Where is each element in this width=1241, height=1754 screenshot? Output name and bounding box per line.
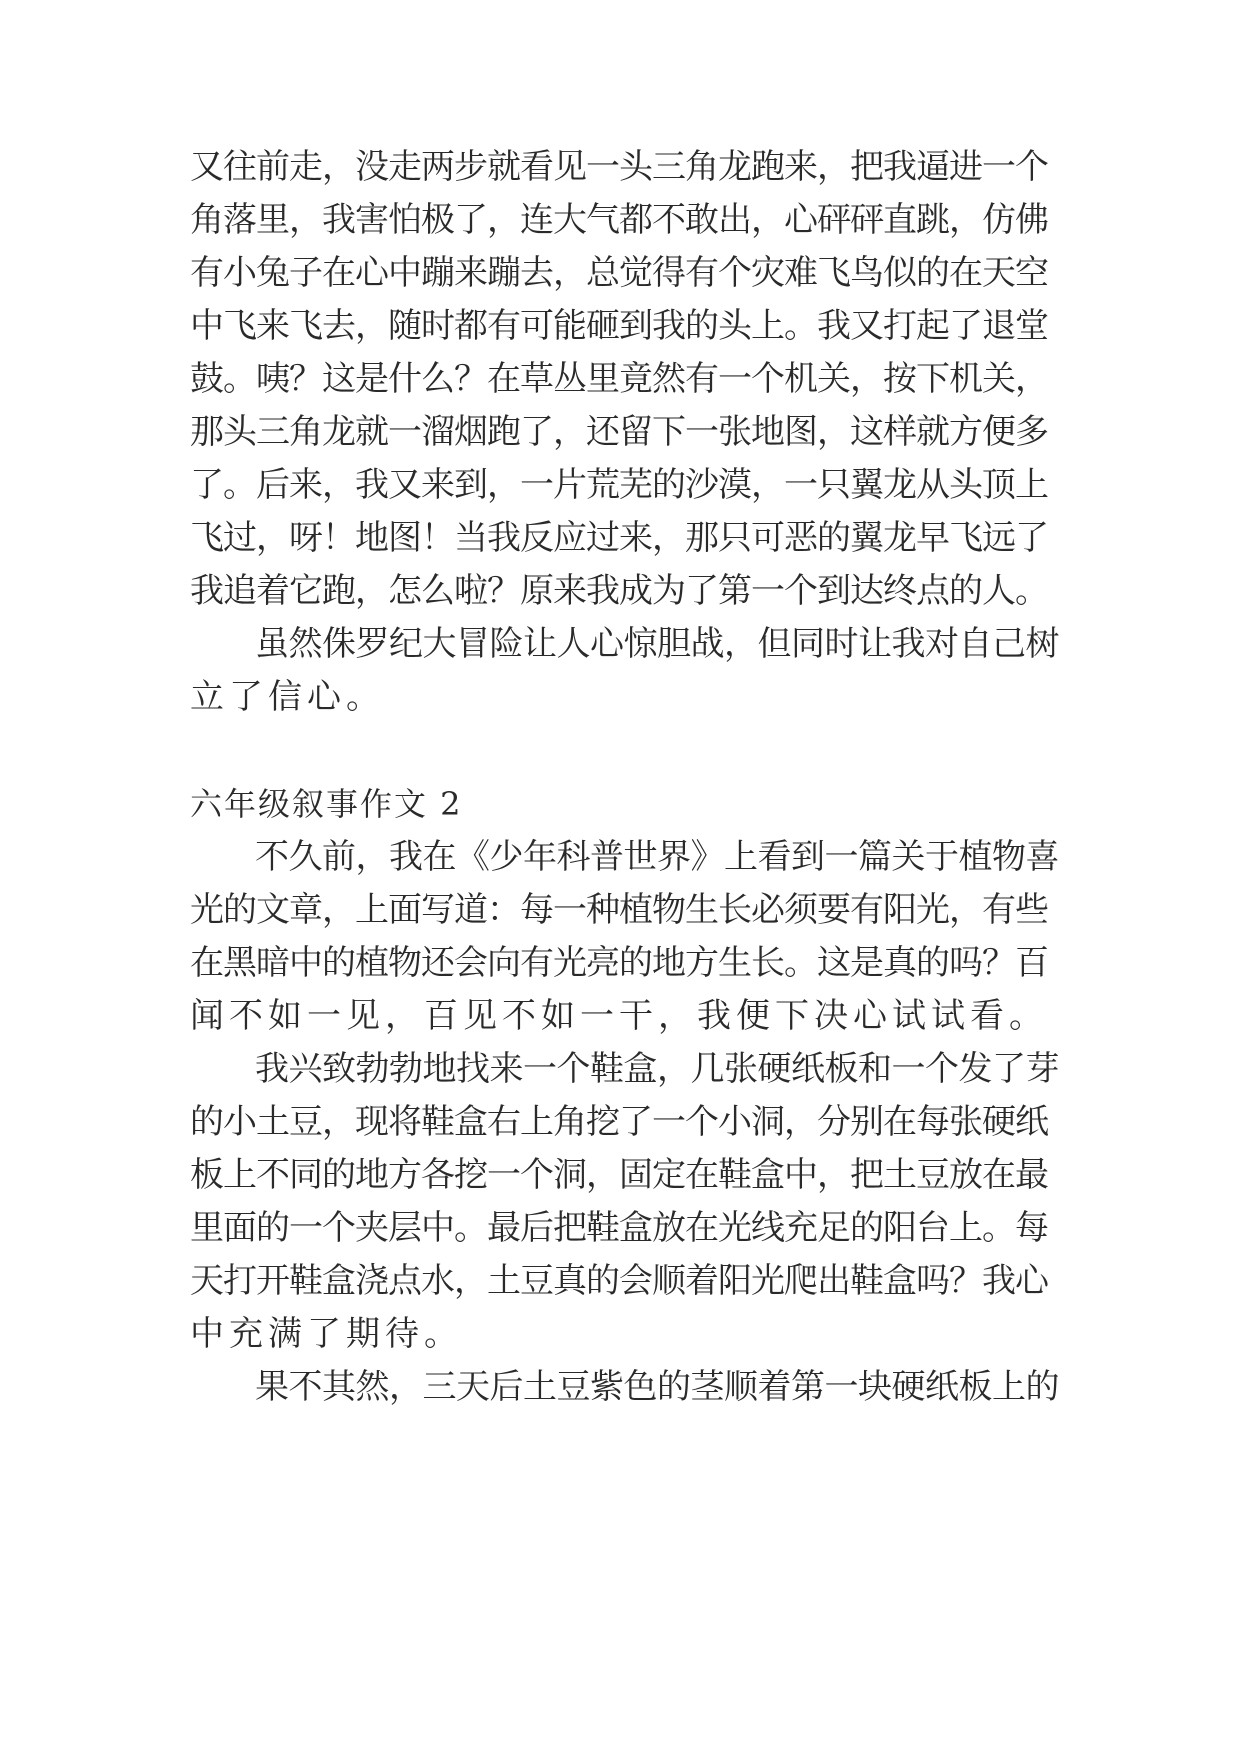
text-line: 中充满了期待。 xyxy=(190,1314,463,1354)
text-line: 飞过，呀！地图！当我反应过来，那只可恶的翼龙早飞远了 xyxy=(190,518,1048,558)
text-line: 在黑暗中的植物还会向有光亮的地方生长。这是真的吗？百 xyxy=(190,943,1048,983)
text-line: 天打开鞋盒浇点水，土豆真的会顺着阳光爬出鞋盒吗？我心 xyxy=(190,1261,1048,1301)
text-line: 里面的一个夹层中。最后把鞋盒放在光线充足的阳台上。每 xyxy=(190,1208,1048,1248)
text-line: 不久前，我在《少年科普世界》上看到一篇关于植物喜 xyxy=(255,837,1059,877)
text-line: 我兴致勃勃地找来一个鞋盒，几张硬纸板和一个发了芽 xyxy=(255,1049,1059,1089)
text-line: 板上不同的地方各挖一个洞，固定在鞋盒中，把土豆放在最 xyxy=(190,1155,1048,1195)
text-line: 光的文章，上面写道：每一种植物生长必须要有阳光，有些 xyxy=(190,890,1048,930)
text-line: 又往前走，没走两步就看见一头三角龙跑来，把我逼进一个 xyxy=(190,147,1048,187)
text-line: 果不其然，三天后土豆紫色的茎顺着第一块硬纸板上的 xyxy=(255,1367,1059,1407)
text-line: 鼓。咦？这是什么？在草丛里竟然有一个机关，按下机关， xyxy=(190,359,1048,399)
text-line: 了。后来，我又来到，一片荒芜的沙漠，一只翼龙从头顶上 xyxy=(190,465,1048,505)
text-line: 的小土豆，现将鞋盒右上角挖了一个小洞，分别在每张硬纸 xyxy=(190,1102,1048,1142)
essay-title: 六年级叙事作文 2 xyxy=(190,785,463,823)
text-line: 我追着它跑，怎么啦？原来我成为了第一个到达终点的人。 xyxy=(190,571,1048,611)
text-line: 角落里，我害怕极了，连大气都不敢出，心砰砰直跳，仿佛 xyxy=(190,200,1048,240)
text-line: 闻不如一见，百见不如一干，我便下决心试试看。 xyxy=(190,996,1048,1036)
text-line: 那头三角龙就一溜烟跑了，还留下一张地图，这样就方便多 xyxy=(190,412,1048,452)
text-line: 有小兔子在心中蹦来蹦去，总觉得有个灾难飞鸟似的在天空 xyxy=(190,253,1048,293)
text-line: 虽然侏罗纪大冒险让人心惊胆战，但同时让我对自己树 xyxy=(255,624,1059,664)
text-line: 立了信心。 xyxy=(190,677,385,717)
text-line: 中飞来飞去，随时都有可能砸到我的头上。我又打起了退堂 xyxy=(190,306,1048,346)
